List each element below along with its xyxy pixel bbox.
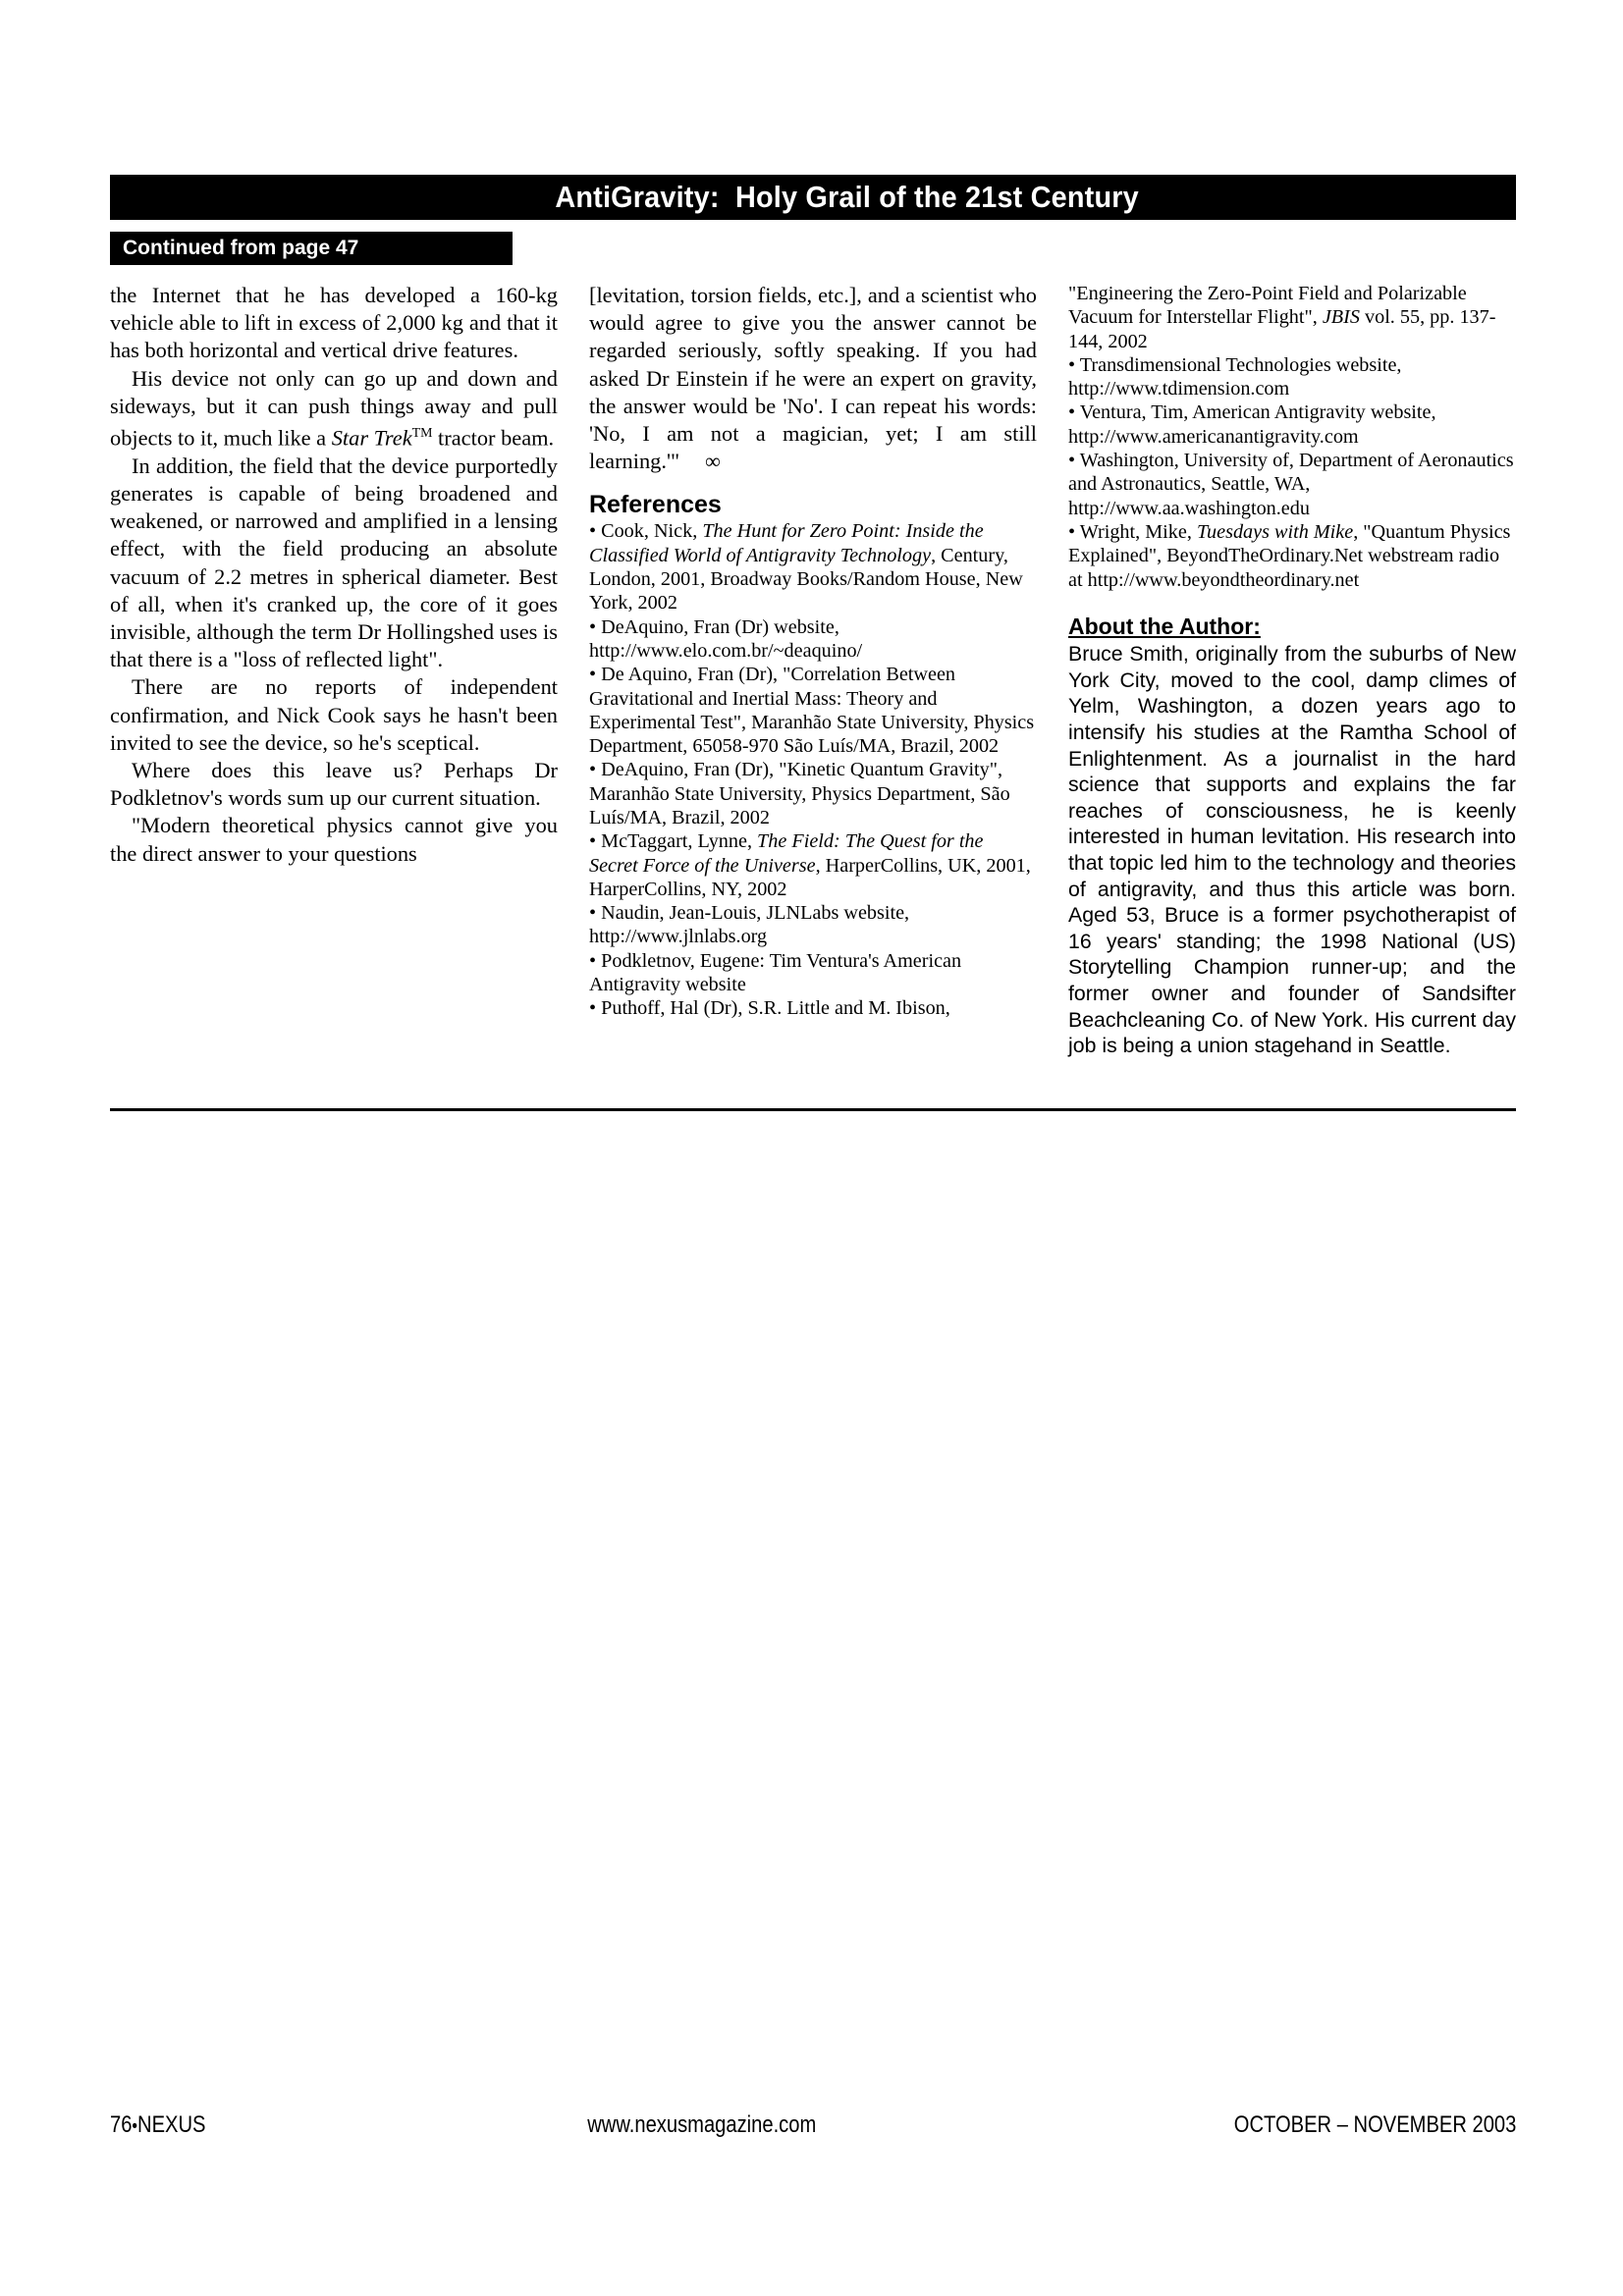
page-title: AntiGravity: Holy Grail of the 21st Century xyxy=(555,180,1140,214)
reference-item xyxy=(1068,353,1516,401)
journal-name-italic: JBIS xyxy=(1322,306,1360,329)
reference-item xyxy=(1068,449,1516,520)
bullet-icon: • xyxy=(589,759,597,781)
paragraph-text: [levitation, torsion fields, etc.], and a scientist who would agree to give you the answer cannot be regarded seriously, softly speaking. If you had asked Dr Einstein if he were an expert on gravity, the answer would be 'No'. I can repeat his words: 'No, I am not a magician, yet; I am still learning.'" xyxy=(589,283,1037,474)
reference-text-tail: , Century, London, 2001, Broadway Books/Random House, New York, 2002 xyxy=(589,544,1023,614)
references-heading: References xyxy=(589,491,722,519)
reference-text: Puthoff, Hal (Dr), S.R. Little and M. Ibison, xyxy=(596,997,950,1020)
reference-item xyxy=(1068,400,1516,449)
references-list-continued xyxy=(1068,353,1516,592)
reference-text: Cook, Nick, xyxy=(596,520,703,543)
author-biography: Bruce Smith, originally from the suburbs of New York City, moved to the cool, damp climes of Yelm, Washington, a dozen years ago to intensify his studies at the Ramtha School of Enlightenment. As a journalist in the hard science that supports and explains the far reaches of consciousness, he is keenly interested in human levitation. His research into that topic led him to the technology and theories of antigravity, and thus this article was born. Aged 53, Bruce is a former psychotherapist of 16 years' standing; the 1998 National (US) Storytelling Champion runner-up; and the former owner and founder of Sandsifter Beachcleaning Co. of New York. His current day job is being a union stagehand in Seattle. xyxy=(1068,642,1516,1058)
paragraph xyxy=(110,365,558,453)
text-column-3 xyxy=(1068,282,1516,1059)
paragraph: In addition, the field that the device purportedly generates is capable of being broadened and weakened, or narrowed and amplified in a lensing effect, with the field producing an absolute vacuum of 2.2 metres in spherical diameter. Best of all, when it's cranked up, the core of it goes invisible, although the term Dr Hollingshed uses is that there is a "loss of reflected light". xyxy=(110,453,558,672)
bullet-icon: • xyxy=(589,615,597,638)
reference-item xyxy=(589,829,1037,901)
reference-text: Transdimensional Technologies website, http://www.tdimension.com xyxy=(1068,353,1402,400)
text-column-1 xyxy=(110,282,558,868)
bullet-icon: • xyxy=(1068,401,1076,424)
reference-item xyxy=(589,901,1037,949)
reference-text: DeAquino, Fran (Dr) website, http://www.elo.com.br/~deaquino/ xyxy=(589,615,863,662)
bullet-icon: • xyxy=(589,664,597,686)
reference-text: DeAquino, Fran (Dr), "Kinetic Quantum Gravity", Maranhão State University, Physics Department, São Luís/MA, Brazil, 2002 xyxy=(589,759,1010,828)
reference-text-tail: , HarperCollins, UK, 2001, HarperCollins, NY, 2002 xyxy=(589,854,1031,900)
reference-text: Washington, University of, Department of Aeronautics and Astronautics, Seattle, WA, http://www.aa.washington.edu xyxy=(1068,450,1514,519)
bullet-icon: • xyxy=(589,520,597,543)
reference-title-italic: The Field: The Quest for the Secret Force of the Universe xyxy=(589,830,984,877)
references-list xyxy=(589,519,1037,1020)
reference-item xyxy=(589,949,1037,997)
bullet-icon: • xyxy=(589,830,597,853)
paragraph-tail: tractor beam. xyxy=(432,425,555,451)
reference-text: Podkletnov, Eugene: Tim Ventura's American Antigravity website xyxy=(589,949,962,996)
paragraph: the Internet that he has developed a 160-kg vehicle able to lift in excess of 2,000 kg and that it has both horizontal and vertical drive features. xyxy=(110,283,558,363)
reference-title-italic: Tuesdays with Mike xyxy=(1196,520,1354,543)
reference-item xyxy=(1068,520,1516,592)
reference-item xyxy=(589,996,1037,1020)
reference-text: Wright, Mike, xyxy=(1075,520,1197,543)
trademark-mark: TM xyxy=(411,426,433,442)
bullet-icon: • xyxy=(1068,520,1076,543)
reference-item xyxy=(589,615,1037,664)
bullet-icon: • xyxy=(589,997,597,1020)
footer-website: www.nexusmagazine.com xyxy=(587,2111,817,2138)
reference-item xyxy=(589,758,1037,829)
horizontal-divider xyxy=(110,1108,1516,1111)
paragraph: There are no reports of independent confirmation, and Nick Cook says he hasn't been invited to see the device, so he's sceptical. xyxy=(110,674,558,755)
footer-page-number: 76 xyxy=(110,2111,133,2138)
footer-issue-date: OCTOBER – NOVEMBER 2003 xyxy=(1233,2111,1516,2138)
continued-from-box xyxy=(110,232,513,265)
reference-text: Naudin, Jean-Louis, JLNLabs website, http://www.jlnlabs.org xyxy=(589,902,910,948)
text-column-2 xyxy=(589,282,1037,1021)
reference-text: "Engineering the Zero-Point Field and Polarizable Vacuum for Interstellar Flight", xyxy=(1068,283,1467,329)
reference-item xyxy=(589,519,1037,614)
reference-text: De Aquino, Fran (Dr), "Correlation Between Gravitational and Inertial Mass: Theory and Experimental Test", Maranhão State University, Physics Department, 65058-970 São Luís/MA, Brazil, 2002 xyxy=(589,664,1035,758)
reference-item xyxy=(589,663,1037,758)
reference-text: McTaggart, Lynne, xyxy=(596,830,758,853)
bullet-icon: • xyxy=(1068,353,1076,376)
paragraph: "Modern theoretical physics cannot give you the direct answer to your questions xyxy=(110,813,558,866)
reference-text-tail: vol. 55, pp. 137-144, 2002 xyxy=(1068,306,1496,352)
bullet-icon: • xyxy=(1068,450,1076,472)
about-the-author-heading: About the Author: xyxy=(1068,613,1261,639)
paragraph-text: His device not only can go up and down and sideways, but it can push things away and pull objects to it, much like a xyxy=(110,365,558,451)
continued-from-label: Continued from page 47 xyxy=(123,237,359,259)
reference-text-tail: , "Quantum Physics Explained", BeyondTheOrdinary.Net webstream radio at http://www.beyondtheordinary.net xyxy=(1068,520,1511,591)
end-mark-icon: ∞ xyxy=(705,449,721,474)
article-title-banner xyxy=(110,175,1516,220)
paragraph: Where does this leave us? Perhaps Dr Podkletnov's words sum up our current situation. xyxy=(110,757,558,811)
reference-continuation xyxy=(1068,282,1516,353)
footer-bullet-icon: • xyxy=(132,2116,138,2137)
reference-title-italic: The Hunt for Zero Point: Inside the Classified World of Antigravity Technology xyxy=(589,520,984,566)
paragraph xyxy=(589,282,1037,475)
page-footer xyxy=(110,2110,1516,2140)
bullet-icon: • xyxy=(589,949,597,972)
footer-magazine-name: NEXUS xyxy=(137,2111,206,2138)
footer-page-and-magazine xyxy=(110,2111,205,2139)
bullet-icon: • xyxy=(589,902,597,925)
star-trek-italic: Star Trek xyxy=(331,425,412,451)
reference-text: Ventura, Tim, American Antigravity website, http://www.americanantigravity.com xyxy=(1068,401,1436,448)
